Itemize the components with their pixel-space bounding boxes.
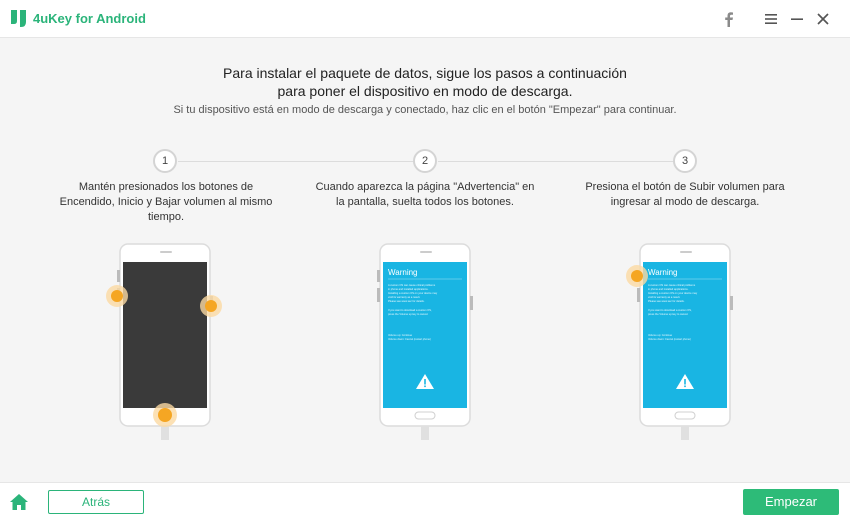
step-1-number: 1 — [153, 149, 177, 173]
warning-text-line: press the Volume up key to cancel. — [388, 313, 429, 316]
warning-title: Warning — [388, 268, 418, 277]
headline-line-2: para poner el dispositivo en modo de descarga. — [277, 83, 573, 99]
volume-up-highlight — [626, 265, 648, 287]
step-3-number: 3 — [673, 149, 697, 173]
volume-down-highlight — [106, 285, 128, 307]
warning-title: Warning — [648, 268, 678, 277]
instructions-subline: Si tu dispositivo está en modo de descarga y conectado, haz clic en el botón "Empezar" para continuar. — [173, 104, 677, 116]
app-title: 4uKey for Android — [33, 11, 146, 26]
step-3-text-line: ingresar al modo de descarga. — [610, 196, 760, 208]
home-button-highlight — [153, 403, 177, 427]
step-1-text-line: Encendido, Inicio y Bajar volumen al mismo — [59, 196, 273, 208]
home-icon[interactable] — [8, 491, 30, 513]
step-2-number: 2 — [413, 149, 437, 173]
start-button[interactable]: Empezar — [743, 489, 839, 515]
step-2-text-line: la pantalla, suelta todos los botones. — [336, 196, 514, 208]
step-1-text-line: Mantén presionados los botones de — [78, 181, 254, 193]
warning-text-line: If you want to download a custom OS, — [648, 309, 692, 312]
warning-text-line: Volume down: Cancel (restart phone) — [388, 338, 431, 341]
warning-text-line: in phone and installed applications. — [648, 288, 689, 291]
back-button[interactable]: Atrás — [48, 490, 144, 514]
warning-text-line: If you want to download a custom OS, — [388, 309, 432, 312]
phone-illustration-step-3 — [620, 238, 748, 448]
step-3-text-line: Presiona el botón de Subir volumen para — [585, 181, 785, 193]
step-1-description — [46, 180, 286, 225]
warning-text-line: Volume down: Cancel (restart phone) — [648, 338, 691, 341]
warning-text-line: Installing a custom OS on your device may — [388, 292, 438, 295]
step-connector — [438, 161, 674, 162]
step-connector — [178, 161, 414, 162]
warning-text-line: void its warranty as a result. — [388, 296, 421, 299]
warning-text-line: in phone and installed applications. — [388, 288, 429, 291]
menu-icon[interactable] — [762, 10, 780, 28]
instructions-headline — [0, 64, 850, 100]
minimize-icon[interactable] — [788, 10, 806, 28]
warning-text-line: Installing a custom OS on your device may — [648, 292, 698, 295]
warning-text-line: Volume up: Continue — [388, 334, 413, 337]
warning-text-line: A custom OS can cause critical problems — [388, 284, 436, 287]
main-panel — [0, 38, 850, 482]
footer-bar — [0, 482, 850, 520]
phone-illustration-step-1 — [100, 238, 228, 448]
step-2-text-line: Cuando aparezca la página "Advertencia" en — [315, 181, 535, 193]
phone-illustration-step-2 — [360, 238, 488, 448]
warning-text-line: Please see www.sec for details. — [388, 300, 425, 303]
warning-text-line: void its warranty as a result. — [648, 296, 681, 299]
step-3-description — [565, 180, 805, 210]
app-logo-icon — [9, 9, 28, 28]
warning-text-line: Please see www.sec for details. — [648, 300, 685, 303]
warning-text-line: A custom OS can cause critical problems — [648, 284, 696, 287]
step-1-text-line: tiempo. — [147, 211, 185, 223]
warning-text-line: Volume up: Continue — [648, 334, 673, 337]
facebook-icon[interactable] — [720, 10, 738, 28]
close-icon[interactable] — [814, 10, 832, 28]
step-2-description — [305, 180, 545, 210]
title-bar — [0, 0, 850, 38]
warning-text-line: press the Volume up key to cancel. — [648, 313, 689, 316]
headline-line-1: Para instalar el paquete de datos, sigue los pasos a continuación — [223, 65, 627, 81]
power-button-highlight — [200, 295, 222, 317]
